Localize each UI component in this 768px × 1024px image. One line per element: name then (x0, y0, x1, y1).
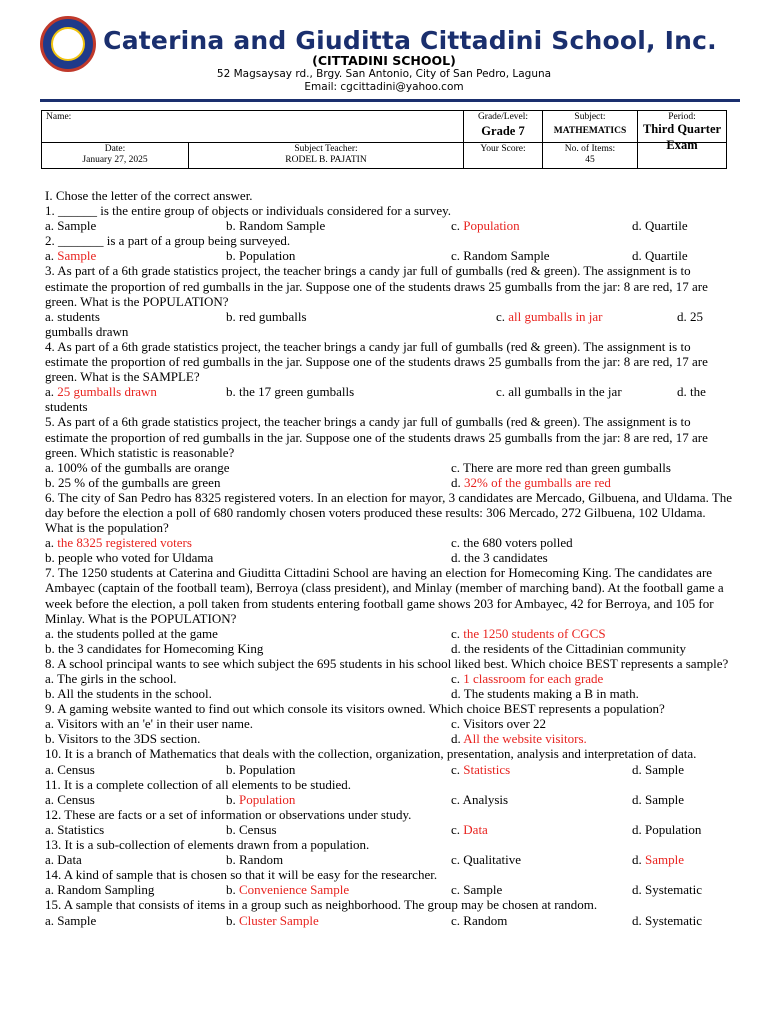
choice-letter: c. (451, 791, 463, 807)
school-email: Email: cgcittadini@yahoo.com (304, 81, 464, 93)
answer-choice[interactable] (226, 218, 325, 233)
choice-letter: d. (677, 384, 690, 400)
choice-text: Data (463, 821, 488, 837)
answer-choice[interactable] (45, 671, 177, 686)
exam-body (45, 188, 735, 928)
choice-text: 25 % of the gumballs are green (58, 474, 221, 490)
answer-choice[interactable] (451, 475, 611, 490)
date-cell (42, 143, 189, 169)
choice-text: red gumballs (239, 308, 307, 324)
answer-choice[interactable] (45, 475, 220, 490)
date-value: January 27, 2025 (82, 155, 148, 165)
answer-choice[interactable] (632, 852, 684, 867)
choice-letter: c. (496, 384, 509, 400)
question-text: 11. It is a complete collection of all elements to be studied. (45, 776, 352, 792)
question-text: 3. As part of a 6th grade statistics project, the teacher brings a candy jar full of gumballs (red & green). The assignment is to estimate the proportion of red gumballs in the jar. Suppose one of the students draws 25 gumballs from the jar: 8 are red, 17 are green. What is the POPULATION? (45, 263, 708, 309)
choice-letter: d. (632, 791, 645, 807)
choice-row (45, 535, 735, 550)
school-address: 52 Magsaysay rd., Brgy. San Antonio, City of San Pedro, Laguna (216, 68, 552, 80)
choice-letter: c. (451, 625, 464, 641)
question-text: 4. As part of a 6th grade statistics project, the teacher brings a candy jar full of gumballs (red & green). The assignment is to estimate the proportion of red gumballs in the jar. Suppose one of the students draws 25 gumballs from the jar: 8 are red, 17 are green. What is the SAMPLE? (45, 338, 708, 385)
choice-letter: c. (451, 716, 464, 732)
question-text: 12. These are facts or a set of information or observations under study. (45, 806, 412, 822)
answer-choice[interactable] (45, 626, 218, 641)
answer-choice[interactable] (226, 913, 319, 928)
choice-text: Convenience Sample (239, 882, 350, 898)
choice-row (45, 218, 735, 233)
choice-text: the 680 voters polled (463, 535, 573, 551)
subject-value: MATHEMATICS (553, 126, 627, 136)
answer-choice[interactable] (451, 731, 587, 746)
choice-text: 25 gumballs drawn (57, 384, 157, 400)
choice-text: Sample (645, 761, 684, 777)
choice-text: Sample (57, 248, 97, 264)
choice-letter: d. (451, 640, 464, 656)
choice-letter: c. (451, 671, 464, 686)
answer-choice[interactable] (451, 716, 546, 731)
choice-letter: d. (632, 218, 645, 234)
choice-letter: b. (226, 821, 239, 837)
date-label: Date: (104, 144, 126, 154)
answer-choice[interactable] (226, 822, 277, 837)
question-text: 2. _______ is a part of a group being surveyed. (45, 233, 291, 249)
choice-letter: c. (451, 821, 464, 837)
choice-text: Census (239, 821, 277, 837)
choice-letter: b. (45, 731, 58, 747)
question-text: 13. It is a sub-collection of elements drawn from a population. (45, 837, 370, 853)
answer-choice[interactable] (226, 792, 295, 807)
choice-text: Visitors to the 3DS section. (57, 731, 201, 747)
choice-text: Qualitative (463, 852, 522, 868)
answer-choice[interactable] (45, 248, 96, 263)
answer-choice[interactable] (226, 762, 295, 777)
choice-letter: d. (632, 248, 645, 264)
choice-text: All the students in the school. (57, 686, 212, 702)
choice-letter: b. (45, 550, 58, 566)
answer-choice[interactable] (451, 626, 606, 641)
answer-choice[interactable] (451, 671, 603, 686)
choice-letter: a. (45, 791, 58, 807)
choice-text: Sample (645, 791, 684, 807)
answer-choice[interactable] (632, 762, 684, 777)
answer-choice[interactable] (45, 822, 104, 837)
answer-choice[interactable] (451, 762, 510, 777)
score-cell[interactable] (464, 143, 543, 169)
choice-text: the 8325 registered voters (57, 535, 192, 551)
grade-cell (464, 111, 543, 143)
items-label: No. of Items: (564, 144, 616, 154)
header-rule (40, 99, 740, 102)
answer-choice[interactable] (451, 218, 520, 233)
answer-choice[interactable] (451, 550, 548, 565)
choice-letter: a. (45, 625, 58, 641)
choice-letter: c. (451, 218, 464, 234)
choice-letter: c. (451, 882, 464, 898)
teacher-cell (189, 143, 464, 169)
period-value-cell (638, 122, 727, 169)
answer-choice[interactable] (451, 882, 502, 897)
teacher-label: Subject Teacher: (294, 144, 358, 154)
answer-choice[interactable] (451, 913, 507, 928)
choice-text: Census (57, 761, 95, 777)
choice-letter: a. (45, 761, 58, 777)
choice-text: Statistics (57, 821, 105, 837)
choice-row (45, 309, 735, 324)
choice-text: There are more red than green gumballs (463, 459, 671, 475)
choice-letter: c. (451, 248, 464, 264)
choice-letter: c. (451, 852, 464, 868)
choice-text: Systematic (645, 882, 703, 898)
choice-letter: d. (632, 761, 645, 777)
choice-letter: b. (226, 248, 239, 264)
choice-row (45, 384, 735, 399)
answer-choice[interactable] (226, 882, 349, 897)
name-label: Name: (46, 112, 72, 122)
subject-cell (543, 111, 638, 143)
choice-letter: b. (226, 761, 239, 777)
answer-choice[interactable] (45, 384, 157, 399)
choice-row (45, 882, 735, 897)
choice-text: Random (239, 852, 284, 868)
answer-choice[interactable] (632, 792, 684, 807)
choice-text: the students polled at the game (57, 625, 218, 641)
choice-letter: b. (226, 218, 239, 234)
school-name: Caterina and Giuditta Cittadini School, Inc. (103, 26, 717, 55)
choice-letter: d. (632, 821, 645, 837)
choice-letter: d. (632, 882, 645, 898)
answer-choice[interactable] (45, 762, 95, 777)
choice-text: Sample (645, 852, 684, 868)
choice-letter: a. (45, 535, 58, 551)
answer-choice[interactable] (226, 248, 295, 263)
choice-letter: c. (496, 308, 509, 324)
choice-letter: d. (632, 852, 645, 868)
choice-letter: a. (45, 384, 58, 400)
choice-letter: c. (451, 459, 464, 475)
choice-text: the 3 candidates for Homecoming King (58, 640, 264, 656)
answer-choice[interactable] (451, 686, 639, 701)
choice-letter: a. (45, 459, 58, 475)
choice-text: Cluster Sample (239, 912, 319, 928)
answer-choice[interactable] (45, 641, 263, 656)
choice-row (45, 792, 735, 807)
choice-letter: b. (45, 474, 58, 490)
choice-letter: d. (451, 686, 464, 702)
answer-choice[interactable] (45, 882, 154, 897)
choice-text: All the website visitors. (463, 731, 587, 747)
choice-letter: a. (45, 882, 58, 898)
choice-text: Random Sample (239, 218, 326, 234)
choice-text: the 3 candidates (464, 550, 548, 566)
choice-row (45, 626, 735, 641)
exam-info-table (41, 110, 727, 169)
choice-text: 32% of the gumballs are red (464, 474, 611, 490)
answer-choice[interactable] (632, 218, 688, 233)
choice-text: Population (239, 761, 296, 777)
question-text: 14. A kind of sample that is chosen so that it will be easy for the researcher. (45, 867, 438, 883)
choice-text: students (57, 308, 100, 324)
choice-text: the 17 green gumballs (239, 384, 355, 400)
answer-choice[interactable] (45, 716, 253, 731)
question-text: 8. A school principal wants to see which subject the 695 students in his school liked best. Which choice BEST represents a sample? (45, 655, 729, 671)
items-value: 45 (585, 155, 595, 165)
choice-text: Census (57, 791, 95, 807)
answer-choice[interactable] (45, 731, 200, 746)
score-label: Your Score: (480, 144, 526, 154)
choice-row (45, 550, 735, 565)
choice-text: Random Sample (463, 248, 550, 264)
answer-choice[interactable] (677, 309, 703, 324)
choice-text: Random (463, 912, 508, 928)
answer-choice[interactable] (226, 852, 283, 867)
choice-text: Data (57, 852, 82, 868)
choice-row (45, 913, 735, 928)
choice-letter: c. (451, 761, 464, 777)
choice-letter: b. (226, 882, 239, 898)
items-cell (543, 143, 638, 169)
answer-choice[interactable] (451, 852, 521, 867)
choice-letter: d. (451, 731, 464, 747)
choice-letter: b. (226, 384, 239, 400)
choice-text: 25 (690, 308, 703, 324)
choice-row (45, 686, 735, 701)
answer-choice[interactable] (632, 248, 688, 263)
answer-choice[interactable] (45, 852, 82, 867)
answer-choice[interactable] (226, 384, 354, 399)
choice-row (45, 822, 735, 837)
choice-letter: a. (45, 912, 58, 928)
choice-text: 100% of the gumballs are orange (57, 459, 230, 475)
choice-letter: b. (45, 640, 58, 656)
choice-text: Quartile (645, 248, 688, 264)
choice-row (45, 852, 735, 867)
choice-letter: a. (45, 852, 58, 868)
question-text: 5. As part of a 6th grade statistics project, the teacher brings a candy jar full of gumballs (red & green). The assignment is to estimate the proportion of red gumballs in the jar. Suppose one of the students draws 25 gumballs from the jar: 8 are red, 17 are green. Which statistic is reasonable? (45, 414, 708, 460)
choice-text: Analysis (462, 791, 509, 807)
answer-choice[interactable] (451, 535, 573, 550)
choice-letter: b. (226, 912, 239, 928)
choice-row (45, 762, 735, 777)
choice-text: Population (645, 821, 702, 837)
answer-choice[interactable] (451, 460, 671, 475)
choice-text: Population (239, 791, 296, 807)
grade-value: Grade 7 (481, 124, 525, 138)
choice-row (45, 641, 735, 656)
answer-choice[interactable] (45, 792, 95, 807)
choice-letter: d. (451, 474, 464, 490)
period-value: Third Quarter Exam (642, 122, 722, 152)
instruction: I. Chose the letter of the correct answer. (45, 188, 253, 203)
choice-text: the (690, 384, 706, 400)
choice-text: all gumballs in the jar (508, 384, 622, 400)
choice-letter: b. (226, 852, 239, 868)
choice-row (45, 671, 735, 686)
answer-choice[interactable] (632, 822, 701, 837)
choice-text: all gumballs in jar (508, 308, 603, 324)
choice-wrap-text: students (45, 399, 88, 415)
choice-letter: a. (45, 248, 58, 264)
answer-choice[interactable] (226, 309, 307, 324)
choice-text: The students making a B in math. (463, 686, 639, 702)
teacher-value: RODEL B. PAJATIN (285, 155, 367, 165)
choice-letter: c. (451, 535, 464, 551)
answer-choice[interactable] (632, 913, 702, 928)
choice-text: Population (239, 248, 296, 264)
choice-text: Sample (57, 912, 97, 928)
choice-letter: b. (226, 791, 239, 807)
question-text: 15. A sample that consists of items in a group such as neighborhood. The group may be chosen at random. (45, 897, 598, 913)
choice-text: Population (463, 218, 520, 234)
choice-text: Visitors over 22 (463, 716, 547, 732)
choice-letter: d. (632, 912, 645, 928)
choice-text: Sample (57, 218, 97, 234)
choice-wrap-text: gumballs drawn (45, 323, 129, 339)
period-label: Period: (668, 112, 696, 122)
answer-choice[interactable] (496, 384, 622, 399)
answer-choice[interactable] (45, 913, 96, 928)
choice-letter: b. (226, 308, 239, 324)
choice-text: Sample (463, 882, 503, 898)
answer-choice[interactable] (451, 641, 686, 656)
answer-choice[interactable] (45, 218, 96, 233)
choice-letter: a. (45, 671, 58, 686)
choice-letter: d. (677, 308, 690, 324)
choice-letter: a. (45, 308, 58, 324)
choice-letter: a. (45, 716, 58, 732)
choice-letter: c. (451, 912, 464, 928)
question-text: 1. ______ is the entire group of objects or individuals considered for a survey. (45, 203, 452, 219)
choice-text: Statistics (463, 761, 511, 777)
choice-letter: a. (45, 218, 58, 234)
choice-row (45, 475, 735, 490)
choice-row (45, 248, 735, 263)
answer-choice[interactable] (451, 822, 488, 837)
choice-text: the 1250 students of CGCS (463, 625, 606, 641)
subject-label: Subject: (574, 112, 606, 122)
choice-text: the residents of the Cittadinian community (464, 640, 687, 656)
answer-choice[interactable] (632, 882, 702, 897)
answer-choice[interactable] (451, 248, 550, 263)
grade-label: Grade/Level: (477, 112, 529, 122)
choice-row (45, 716, 735, 731)
answer-choice[interactable] (45, 535, 192, 550)
choice-text: Visitors with an 'e' in their user name. (57, 716, 254, 732)
choice-text: 1 classroom for each grade (463, 671, 604, 686)
answer-choice[interactable] (677, 384, 706, 399)
question-text: 7. The 1250 students at Caterina and Giuditta Cittadini School are having an election for Homecoming King. The candidates are Ambayec (captain of the football team), Berroya (class president), and Minlay (member of marching band). At the football game a week before the election, a poll taken from students entering football game shows 203 for Ambayec, 42 for Berroya, and 105 for Minlay. What is the POPULATION? (45, 565, 724, 626)
question-text: 10. It is a branch of Mathematics that deals with the collection, organization, presentation, analysis and interpretation of data. (45, 746, 697, 762)
choice-letter: a. (45, 821, 58, 837)
answer-choice[interactable] (45, 309, 100, 324)
choice-row (45, 460, 735, 475)
choice-text: Systematic (645, 912, 703, 928)
answer-choice[interactable] (451, 792, 508, 807)
school-short-name: (CITTADINI SCHOOL) (312, 53, 456, 68)
answer-choice[interactable] (496, 309, 603, 324)
name-cell[interactable] (42, 111, 464, 143)
choice-letter: d. (451, 550, 464, 566)
answer-choice[interactable] (45, 460, 229, 475)
choice-row (45, 731, 735, 746)
question-text: 9. A gaming website wanted to find out which console its visitors owned. Which choice BEST represents a population? (45, 701, 665, 717)
choice-text: Quartile (645, 218, 688, 234)
answer-choice[interactable] (45, 686, 212, 701)
choice-text: people who voted for Uldama (58, 550, 214, 566)
answer-choice[interactable] (45, 550, 213, 565)
choice-text: The girls in the school. (57, 671, 177, 686)
question-text: 6. The city of San Pedro has 8325 registered voters. In an election for mayor, 3 candidates are Mercado, Gilbuena, and Uldama. The day before the election a poll of 680 randomly chosen voters produced these results: 306 Mercado, 272 Gilbuena, 102 Uldama. What is the population? (45, 489, 733, 536)
choice-text: Random Sampling (57, 882, 155, 898)
choice-letter: b. (45, 686, 58, 702)
